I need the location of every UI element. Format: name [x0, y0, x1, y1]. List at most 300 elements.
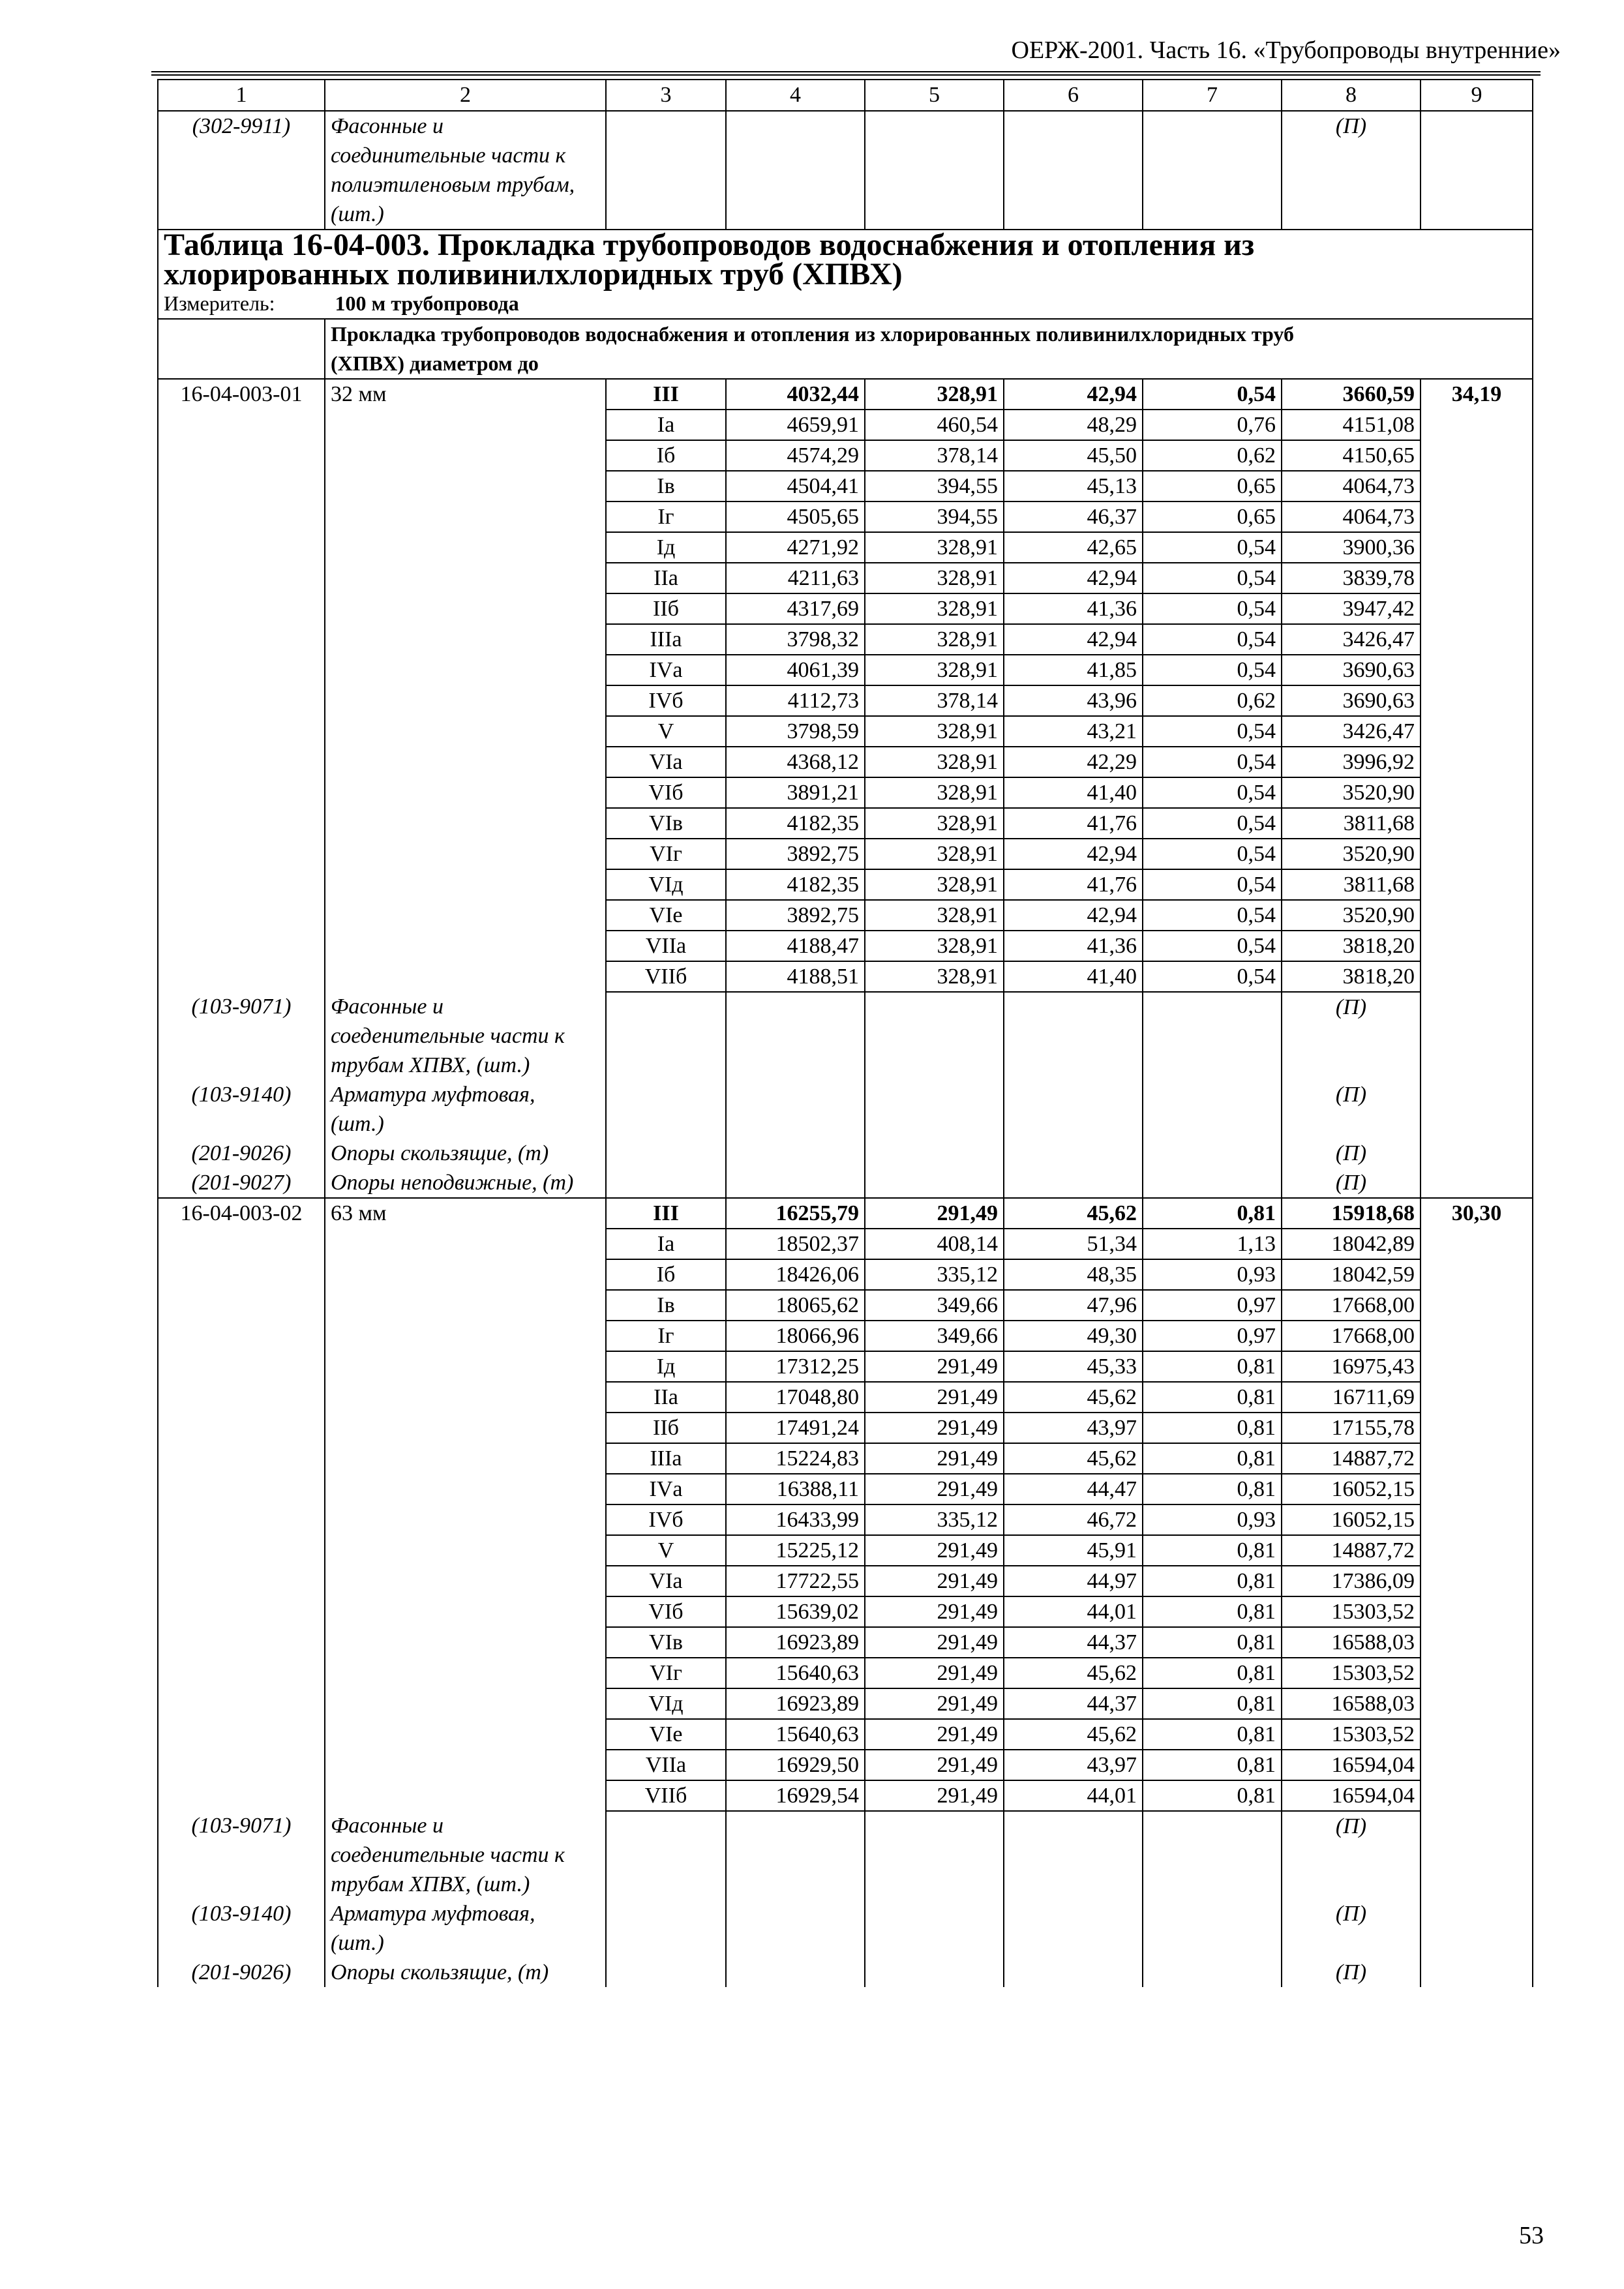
value-cell: 0,76: [1143, 410, 1282, 440]
resource-name-line: Фасонные и: [331, 1814, 444, 1838]
zone-cell: IVб: [606, 1504, 726, 1535]
value-cell: 328,91: [865, 747, 1004, 777]
zone-cell: VIIа: [606, 1750, 726, 1780]
measure-unit: 100 м трубопровода: [335, 292, 519, 315]
value-cell: 0,93: [1143, 1504, 1282, 1535]
empty-cell: [325, 1780, 606, 1811]
value-cell: 0,81: [1143, 1198, 1282, 1229]
empty-cell: [1421, 1658, 1533, 1688]
value-cell: 17312,25: [726, 1351, 865, 1382]
empty-cell: [158, 1780, 325, 1811]
empty-cell: [1421, 410, 1533, 440]
empty-cell: [1004, 111, 1143, 230]
value-cell: 291,49: [865, 1413, 1004, 1443]
value-cell: 0,81: [1143, 1413, 1282, 1443]
column-number: 2: [325, 80, 606, 111]
empty-cell: [325, 931, 606, 961]
subtitle-row: [158, 319, 1533, 379]
empty-cell: [606, 1811, 726, 1899]
empty-cell: [1143, 1168, 1282, 1198]
norm-code: 16-04-003-01: [158, 379, 325, 410]
value-cell: 0,54: [1143, 808, 1282, 839]
value-cell: 328,91: [865, 379, 1004, 410]
resource-name-line: (шт.): [331, 1931, 384, 1955]
value-cell: 0,81: [1143, 1351, 1282, 1382]
value-cell: 4150,65: [1282, 440, 1421, 471]
empty-cell: [1004, 1080, 1143, 1139]
value-cell: 42,94: [1004, 624, 1143, 655]
value-cell: 328,91: [865, 931, 1004, 961]
column-number: 6: [1004, 80, 1143, 111]
empty-cell: [325, 1566, 606, 1596]
value-cell: 48,35: [1004, 1259, 1143, 1290]
empty-cell: [1421, 440, 1533, 471]
empty-cell: [325, 839, 606, 869]
zone-cell: IIа: [606, 563, 726, 593]
value-cell: 42,94: [1004, 563, 1143, 593]
table-row: [158, 1321, 1533, 1351]
value-cell: 0,97: [1143, 1290, 1282, 1321]
empty-cell: [158, 471, 325, 501]
table-row: [158, 1750, 1533, 1780]
empty-cell: [1421, 1811, 1533, 1899]
value-cell: 15303,52: [1282, 1719, 1421, 1750]
value-cell: 45,50: [1004, 440, 1143, 471]
value-cell: 45,62: [1004, 1198, 1143, 1229]
empty-cell: [158, 839, 325, 869]
value-cell: 291,49: [865, 1535, 1004, 1566]
value-cell: 4064,73: [1282, 471, 1421, 501]
empty-cell: [325, 1658, 606, 1688]
norm-code: 16-04-003-02: [158, 1198, 325, 1229]
empty-cell: [1143, 1139, 1282, 1168]
empty-cell: [1421, 961, 1533, 992]
empty-cell: [158, 716, 325, 747]
table-row: [158, 1780, 1533, 1811]
value-cell: 408,14: [865, 1229, 1004, 1259]
value-cell: 46,37: [1004, 501, 1143, 532]
zone-cell: VIв: [606, 1627, 726, 1658]
value-cell: 0,62: [1143, 440, 1282, 471]
empty-cell: [325, 747, 606, 777]
resource-name: [325, 1139, 606, 1168]
empty-cell: [1421, 1413, 1533, 1443]
empty-cell: [606, 1958, 726, 1987]
resource-code: (103-9071): [158, 1811, 325, 1899]
value-cell: 51,34: [1004, 1229, 1143, 1259]
value-cell: 15303,52: [1282, 1596, 1421, 1627]
zone-cell: Iв: [606, 1290, 726, 1321]
empty-cell: [1421, 1719, 1533, 1750]
value-cell: 45,62: [1004, 1382, 1143, 1413]
empty-cell: [158, 624, 325, 655]
table-row: [158, 624, 1533, 655]
empty-cell: [1421, 1080, 1533, 1139]
empty-cell: [325, 1259, 606, 1290]
zone-cell: VIIб: [606, 1780, 726, 1811]
zone-cell: V: [606, 1535, 726, 1566]
value-cell: 0,54: [1143, 931, 1282, 961]
empty-cell: [726, 111, 865, 230]
value-cell: 16929,50: [726, 1750, 865, 1780]
value-cell: 0,81: [1143, 1780, 1282, 1811]
empty-cell: [1421, 1443, 1533, 1474]
empty-cell: [158, 563, 325, 593]
value-cell: 328,91: [865, 839, 1004, 869]
value-cell: 43,97: [1004, 1413, 1143, 1443]
resource-name: [325, 1958, 606, 1987]
empty-cell: [158, 655, 325, 685]
table-row: [158, 747, 1533, 777]
zone-cell: IVа: [606, 655, 726, 685]
empty-cell: [325, 1627, 606, 1658]
empty-cell: [1421, 563, 1533, 593]
value-cell: 3996,92: [1282, 747, 1421, 777]
resource-mark: (П): [1282, 992, 1421, 1080]
value-cell: 16923,89: [726, 1627, 865, 1658]
value-cell: 41,76: [1004, 869, 1143, 900]
resource-name-line: трубам ХПВХ, (шт.): [331, 1872, 530, 1896]
column-number: 5: [865, 80, 1004, 111]
prev-resource-row: [158, 111, 1533, 230]
table-row: [158, 1259, 1533, 1290]
empty-cell: [325, 410, 606, 440]
empty-cell: [158, 1413, 325, 1443]
empty-cell: [158, 1229, 325, 1259]
zone-cell: IIа: [606, 1382, 726, 1413]
empty-cell: [325, 1535, 606, 1566]
value-cell: 4504,41: [726, 471, 865, 501]
resource-name-line: (шт.): [331, 202, 384, 226]
empty-cell: [1421, 1290, 1533, 1321]
value-cell: 16052,15: [1282, 1474, 1421, 1504]
value-cell: 16923,89: [726, 1688, 865, 1719]
table-row: [158, 410, 1533, 440]
resource-name: [325, 1080, 606, 1139]
empty-cell: [1421, 1688, 1533, 1719]
zone-cell: VIг: [606, 1658, 726, 1688]
resource-mark: (П): [1282, 1139, 1421, 1168]
empty-cell: [325, 869, 606, 900]
empty-cell: [726, 1811, 865, 1899]
empty-cell: [325, 961, 606, 992]
empty-cell: [1421, 1139, 1533, 1168]
table-row: [158, 379, 1533, 410]
column-number-row: [158, 80, 1533, 111]
zone-cell: IIб: [606, 593, 726, 624]
value-cell: 0,81: [1143, 1443, 1282, 1474]
empty-cell: [325, 440, 606, 471]
value-cell: 42,65: [1004, 532, 1143, 563]
zone-cell: VIе: [606, 1719, 726, 1750]
value-cell: 18042,89: [1282, 1229, 1421, 1259]
resource-name: [325, 111, 606, 230]
empty-cell: [606, 1168, 726, 1198]
zone-cell: Iв: [606, 471, 726, 501]
table-row: [158, 471, 1533, 501]
empty-cell: [158, 1658, 325, 1688]
value-cell: 41,36: [1004, 931, 1143, 961]
table-row: [158, 685, 1533, 716]
zone-cell: Iд: [606, 1351, 726, 1382]
table-row: [158, 931, 1533, 961]
value-cell: 16594,04: [1282, 1780, 1421, 1811]
column-number: 3: [606, 80, 726, 111]
value-cell: 291,49: [865, 1658, 1004, 1688]
resource-row: [158, 1168, 1533, 1198]
value-cell: 4368,12: [726, 747, 865, 777]
empty-cell: [1421, 1535, 1533, 1566]
empty-cell: [158, 1535, 325, 1566]
table-subtitle-line: Прокладка трубопроводов водоснабжения и отопления из хлорированных поливинилхлоридных труб: [331, 322, 1294, 346]
header-rule: [151, 74, 1541, 76]
table-row: [158, 1474, 1533, 1504]
value-cell: 44,37: [1004, 1627, 1143, 1658]
table-title: [158, 228, 1533, 292]
value-cell: 349,66: [865, 1290, 1004, 1321]
empty-cell: [158, 1750, 325, 1780]
zone-cell: VIе: [606, 900, 726, 931]
value-cell: 17386,09: [1282, 1566, 1421, 1596]
value-cell: 3818,20: [1282, 931, 1421, 961]
value-cell: 0,97: [1143, 1321, 1282, 1351]
empty-cell: [1004, 1958, 1143, 1987]
empty-cell: [158, 1259, 325, 1290]
value-cell: 15224,83: [726, 1443, 865, 1474]
value-cell: 16388,11: [726, 1474, 865, 1504]
empty-cell: [606, 1899, 726, 1958]
empty-cell: [1421, 777, 1533, 808]
empty-cell: [606, 1080, 726, 1139]
zone-cell: Iг: [606, 1321, 726, 1351]
value-cell: 0,81: [1143, 1474, 1282, 1504]
value-cell: 45,62: [1004, 1658, 1143, 1688]
value-cell: 47,96: [1004, 1290, 1143, 1321]
zone-cell: Iг: [606, 501, 726, 532]
value-cell: 41,76: [1004, 808, 1143, 839]
table-row: [158, 1198, 1533, 1229]
resource-row: [158, 1958, 1533, 1987]
empty-cell: [158, 1382, 325, 1413]
value-cell: 3426,47: [1282, 624, 1421, 655]
value-cell: 45,62: [1004, 1443, 1143, 1474]
empty-cell: [325, 1750, 606, 1780]
empty-cell: [1421, 1504, 1533, 1535]
zone-cell: VIг: [606, 839, 726, 869]
table-row: [158, 1688, 1533, 1719]
resource-name-line: Арматура муфтовая,: [331, 1902, 535, 1926]
value-cell: 328,91: [865, 532, 1004, 563]
value-cell: 4182,35: [726, 808, 865, 839]
empty-cell: [1421, 655, 1533, 685]
resource-name-line: Опоры неподвижные, (т): [331, 1171, 574, 1195]
empty-cell: [158, 685, 325, 716]
value-cell: 49,30: [1004, 1321, 1143, 1351]
empty-cell: [325, 1719, 606, 1750]
zone-cell: VIд: [606, 869, 726, 900]
resource-name-line: Фасонные и: [331, 995, 444, 1019]
table-row: [158, 1290, 1533, 1321]
empty-cell: [325, 1413, 606, 1443]
value-cell: 0,93: [1143, 1259, 1282, 1290]
zone-cell: V: [606, 716, 726, 747]
value-cell: 460,54: [865, 410, 1004, 440]
resource-name: [325, 1811, 606, 1899]
value-cell: 0,54: [1143, 747, 1282, 777]
resource-code: (201-9026): [158, 1958, 325, 1987]
zone-cell: Iб: [606, 1259, 726, 1290]
value-cell: 328,91: [865, 624, 1004, 655]
zone-cell: IIIа: [606, 624, 726, 655]
resource-code: (103-9140): [158, 1899, 325, 1958]
empty-cell: [158, 532, 325, 563]
empty-cell: [158, 961, 325, 992]
value-cell: 291,49: [865, 1627, 1004, 1658]
empty-cell: [325, 777, 606, 808]
zone-cell: VIв: [606, 808, 726, 839]
value-cell: 0,81: [1143, 1382, 1282, 1413]
empty-cell: [1421, 1566, 1533, 1596]
empty-cell: [325, 1351, 606, 1382]
table-row: [158, 1566, 1533, 1596]
value-cell: 41,36: [1004, 593, 1143, 624]
value-cell: 4151,08: [1282, 410, 1421, 440]
value-cell: 15640,63: [726, 1719, 865, 1750]
empty-cell: [158, 900, 325, 931]
empty-cell: [158, 1688, 325, 1719]
value-cell: 45,33: [1004, 1351, 1143, 1382]
empty-cell: [158, 440, 325, 471]
page-header-title: ОЕРЖ-2001. Часть 16. «Трубопроводы внутренние»: [1011, 37, 1561, 64]
value-cell: 328,91: [865, 961, 1004, 992]
table-row: [158, 1382, 1533, 1413]
empty-cell: [158, 1290, 325, 1321]
empty-cell: [1421, 1750, 1533, 1780]
resource-row: [158, 1899, 1533, 1958]
empty-cell: [325, 1443, 606, 1474]
empty-cell: [158, 1504, 325, 1535]
zone-cell: Iа: [606, 1229, 726, 1259]
value-cell: 3690,63: [1282, 655, 1421, 685]
empty-cell: [325, 1382, 606, 1413]
value-cell: 14887,72: [1282, 1535, 1421, 1566]
value-cell: 0,54: [1143, 593, 1282, 624]
table-title-line: хлорированных поливинилхлоридных труб (ХПВХ): [164, 257, 903, 292]
empty-cell: [1421, 716, 1533, 747]
empty-cell: [325, 1596, 606, 1627]
value-cell: 0,54: [1143, 563, 1282, 593]
table-row: [158, 501, 1533, 532]
empty-cell: [865, 111, 1004, 230]
header-rule: [151, 71, 1541, 72]
empty-cell: [325, 685, 606, 716]
zone-cell: IIб: [606, 1413, 726, 1443]
value-cell: 0,81: [1143, 1566, 1282, 1596]
empty-cell: [726, 1168, 865, 1198]
value-cell: 16052,15: [1282, 1504, 1421, 1535]
value-cell: 17155,78: [1282, 1413, 1421, 1443]
value-cell: 3818,20: [1282, 961, 1421, 992]
empty-cell: [1004, 1899, 1143, 1958]
empty-cell: [1143, 1811, 1282, 1899]
table-row: [158, 1443, 1533, 1474]
value-cell: 16975,43: [1282, 1351, 1421, 1382]
value-cell: 15225,12: [726, 1535, 865, 1566]
empty-cell: [1421, 1168, 1533, 1198]
value-cell: 3520,90: [1282, 777, 1421, 808]
value-cell: 0,81: [1143, 1719, 1282, 1750]
resource-mark: (П): [1282, 1899, 1421, 1958]
empty-cell: [726, 1958, 865, 1987]
table-row: [158, 900, 1533, 931]
value-cell: 42,94: [1004, 379, 1143, 410]
resource-mark: (П): [1282, 1811, 1421, 1899]
value-cell: 16433,99: [726, 1504, 865, 1535]
value-cell: 16594,04: [1282, 1750, 1421, 1780]
labor-value: 30,30: [1421, 1198, 1533, 1229]
table-row: [158, 440, 1533, 471]
measure-line: [158, 289, 1533, 319]
value-cell: 44,97: [1004, 1566, 1143, 1596]
value-cell: 0,65: [1143, 501, 1282, 532]
empty-cell: [325, 1290, 606, 1321]
empty-cell: [606, 1139, 726, 1168]
table-row: [158, 777, 1533, 808]
empty-cell: [865, 1811, 1004, 1899]
empty-cell: [1004, 1811, 1143, 1899]
empty-cell: [158, 747, 325, 777]
value-cell: 16588,03: [1282, 1627, 1421, 1658]
value-cell: 15639,02: [726, 1596, 865, 1627]
column-number: 9: [1421, 80, 1533, 111]
table-row: [158, 869, 1533, 900]
empty-cell: [1421, 501, 1533, 532]
value-cell: 291,49: [865, 1750, 1004, 1780]
table-title-line: Таблица 16-04-003. Прокладка трубопроводов водоснабжения и отопления из: [164, 228, 1255, 262]
value-cell: 291,49: [865, 1596, 1004, 1627]
empty-cell: [726, 1139, 865, 1168]
value-cell: 0,81: [1143, 1750, 1282, 1780]
empty-cell: [158, 1627, 325, 1658]
value-cell: 15303,52: [1282, 1658, 1421, 1688]
measure-label: Измеритель:: [164, 292, 275, 315]
resource-name: [325, 1168, 606, 1198]
resource-name-line: полиэтиленовым трубам,: [331, 173, 575, 197]
table-row: [158, 1719, 1533, 1750]
value-cell: 0,62: [1143, 685, 1282, 716]
value-cell: 3520,90: [1282, 839, 1421, 869]
resource-row: [158, 1811, 1533, 1899]
value-cell: 0,54: [1143, 624, 1282, 655]
value-cell: 3947,42: [1282, 593, 1421, 624]
resource-row: [158, 1080, 1533, 1139]
value-cell: 328,91: [865, 593, 1004, 624]
value-cell: 17048,80: [726, 1382, 865, 1413]
value-cell: 4032,44: [726, 379, 865, 410]
empty-cell: [865, 1139, 1004, 1168]
value-cell: 17668,00: [1282, 1321, 1421, 1351]
empty-cell: [325, 1688, 606, 1719]
empty-cell: [1421, 1899, 1533, 1958]
value-cell: 328,91: [865, 900, 1004, 931]
table-row: [158, 716, 1533, 747]
empty-cell: [865, 1168, 1004, 1198]
empty-cell: [726, 1899, 865, 1958]
value-cell: 394,55: [865, 471, 1004, 501]
value-cell: 3426,47: [1282, 716, 1421, 747]
value-cell: 45,13: [1004, 471, 1143, 501]
table-row: [158, 563, 1533, 593]
